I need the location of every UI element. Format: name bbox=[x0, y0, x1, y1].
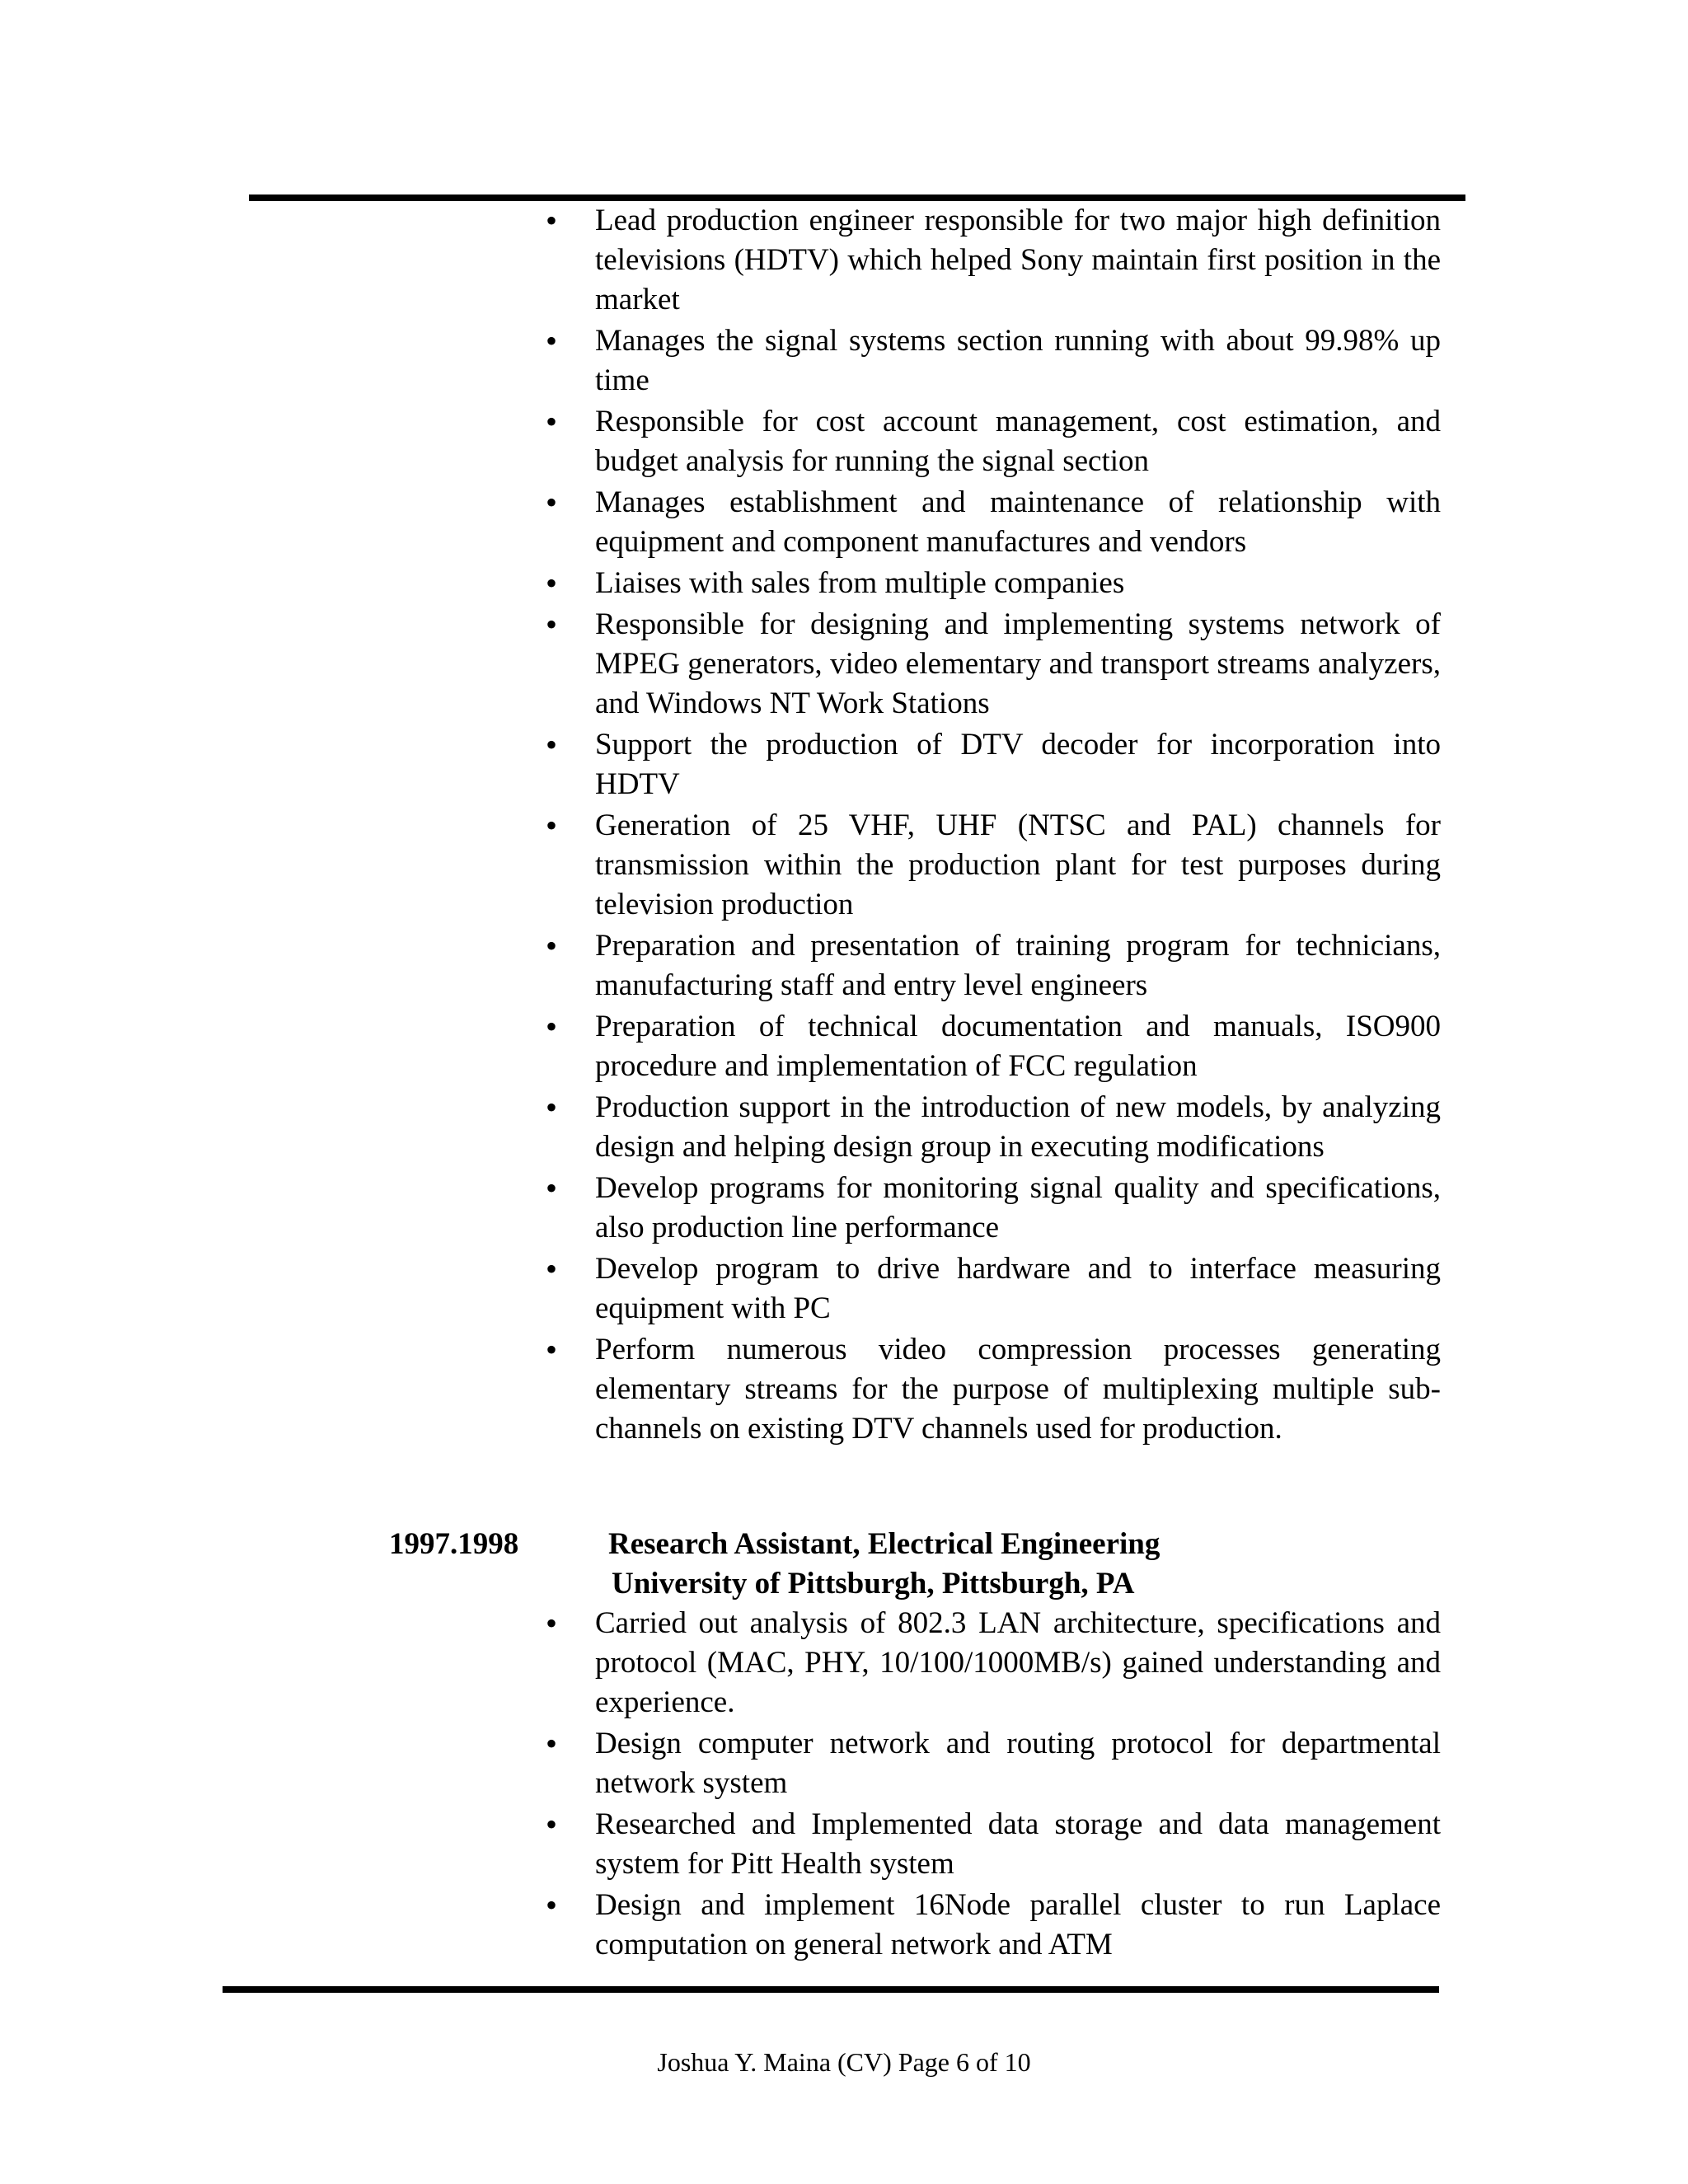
list-item: • Lead production engineer responsible for two major high definition televisions (HDTV) which helped Sony maintain first position in the market bbox=[546, 201, 1441, 320]
bottom-rule bbox=[223, 1986, 1439, 1993]
list-item: • Design computer network and routing protocol for departmental network system bbox=[546, 1724, 1441, 1803]
entry-organization: University of Pittsburgh, Pittsburgh, PA bbox=[612, 1567, 1135, 1601]
list-item: • Support the production of DTV decoder for incorporation into HDTV bbox=[546, 725, 1441, 804]
list-item: • Carried out analysis of 802.3 LAN architecture, specifications and protocol (MAC, PHY, 10/100/1000MB/s) gained understanding and experience. bbox=[546, 1604, 1441, 1722]
pitt-duties-list bbox=[546, 1604, 1441, 1966]
list-item: • Responsible for designing and implementing systems network of MPEG generators, video elementary and transport streams analyzers, and Windows NT Work Stations bbox=[546, 605, 1441, 724]
list-item: • Develop programs for monitoring signal quality and specifications, also production line performance bbox=[546, 1169, 1441, 1248]
top-rule bbox=[249, 194, 1465, 201]
list-item: • Responsible for cost account management, cost estimation, and budget analysis for running the signal section bbox=[546, 402, 1441, 481]
list-item: • Design and implement 16Node parallel cluster to run Laplace computation on general network and ATM bbox=[546, 1886, 1441, 1965]
entry-title: Research Assistant, Electrical Engineering bbox=[608, 1527, 1160, 1561]
list-item: • Researched and Implemented data storage and data management system for Pitt Health system bbox=[546, 1805, 1441, 1884]
list-item: • Production support in the introduction of new models, by analyzing design and helping design group in executing modifications bbox=[546, 1088, 1441, 1167]
list-item: • Perform numerous video compression processes generating elementary streams for the purpose of multiplexing multiple sub-channels on existing DTV channels used for production. bbox=[546, 1330, 1441, 1449]
list-item: • Manages establishment and maintenance of relationship with equipment and component manufactures and vendors bbox=[546, 483, 1441, 562]
list-item: • Preparation of technical documentation and manuals, ISO900 procedure and implementation of FCC regulation bbox=[546, 1007, 1441, 1086]
list-item: • Liaises with sales from multiple companies bbox=[546, 564, 1441, 603]
list-item: • Preparation and presentation of training program for technicians, manufacturing staff and entry level engineers bbox=[546, 926, 1441, 1005]
list-item: • Manages the signal systems section running with about 99.98% up time bbox=[546, 321, 1441, 401]
page-footer: Joshua Y. Maina (CV) Page 6 of 10 bbox=[657, 2047, 1031, 2077]
sony-duties-list bbox=[546, 201, 1441, 1451]
entry-date: 1997.1998 bbox=[389, 1527, 519, 1561]
list-item: • Generation of 25 VHF, UHF (NTSC and PAL) channels for transmission within the production plant for test purposes during television production bbox=[546, 806, 1441, 925]
list-item: • Develop program to drive hardware and to interface measuring equipment with PC bbox=[546, 1249, 1441, 1329]
